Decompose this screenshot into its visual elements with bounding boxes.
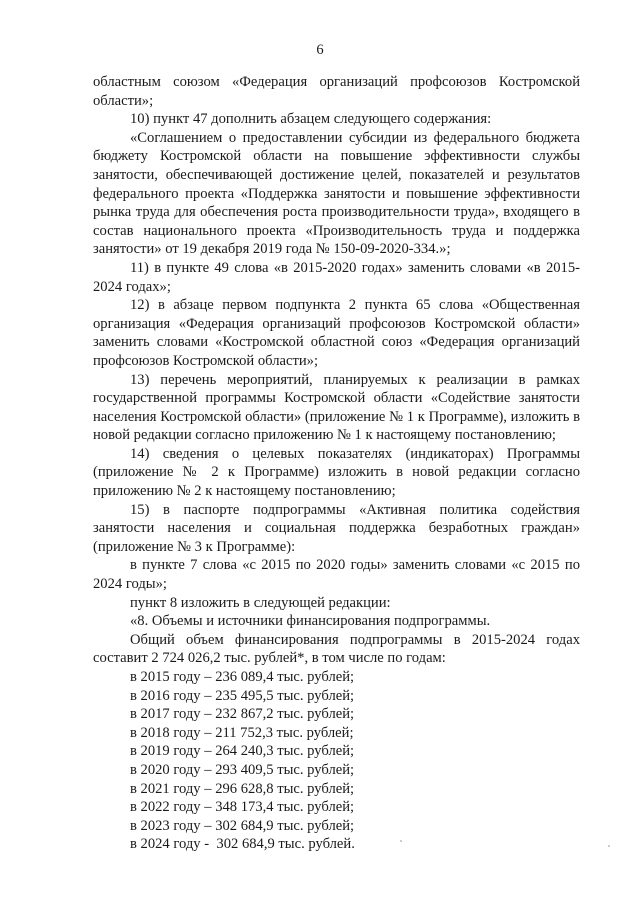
funding-year-line: в 2018 году – 211 752,3 тыс. рублей; bbox=[130, 724, 354, 741]
funding-year-line: в 2023 году – 302 684,9 тыс. рублей; bbox=[130, 817, 355, 834]
funding-year-line: в 2021 году – 296 628,8 тыс. рублей; bbox=[130, 780, 355, 797]
paragraph: 12) в абзаце первом подпункта 2 пункта 65 слова «Общественная организация «Федерация организаций профсоюзов Костромской области» заменить словами «Костромской областной союз «Федерация организаций профсоюзов Костромской области»; bbox=[93, 297, 580, 369]
funding-year-line: в 2019 году – 264 240,3 тыс. рублей; bbox=[130, 743, 355, 760]
paragraph: 14) сведения о целевых показателях (индикаторах) Программы (приложение № 2 к Программе) изложить в новой редакции согласно приложению № 2 к настоящему постановлению; bbox=[93, 445, 580, 500]
scan-speck bbox=[608, 845, 610, 847]
paragraph: «8. Объемы и источники финансирования подпрограммы. bbox=[130, 613, 491, 630]
paragraph: 11) в пункте 49 слова «в 2015-2020 годах» заменить словами «в 2015-2024 годах»; bbox=[93, 259, 580, 295]
funding-year-line: в 2016 году – 235 495,5 тыс. рублей; bbox=[130, 687, 355, 704]
paragraph: «Соглашением о предоставлении субсидии из федерального бюджета бюджету Костромской области на повышение эффективности службы занятости, обеспечивающей достижение целей, показателей и результатов федерального проекта «Поддержка занятости и повышение эффективности рынка труда для обеспечения роста производительности труда», входящего в состав национального проекта «Производительность труда и поддержка занятости» от 19 декабря 2019 года № 150-09-2020-334.»; bbox=[93, 129, 580, 258]
funding-year-line: в 2020 году – 293 409,5 тыс. рублей; bbox=[130, 761, 355, 778]
funding-year-line: в 2024 году - 302 684,9 тыс. рублей. bbox=[130, 836, 355, 853]
paragraph: в пункте 7 слова «с 2015 по 2020 годы» заменить словами «с 2015 по 2024 годы»; bbox=[93, 557, 580, 593]
paragraph: областным союзом «Федерация организаций профсоюзов Костромской области»; bbox=[93, 74, 580, 109]
funding-year-line: в 2015 году – 236 089,4 тыс. рублей; bbox=[130, 669, 355, 685]
scan-speck bbox=[400, 840, 402, 842]
paragraph: Общий объем финансирования подпрограммы в 2015-2024 годах составит 2 724 026,2 тыс. рублей*, в том числе по годам: bbox=[93, 631, 580, 667]
paragraph: 13) перечень мероприятий, планируемых к реализации в рамках государственной программы Костромской области «Содействие занятости населения Костромской области» (приложение № 1 к Программе), изложить в новой редакции согласно приложению № 1 к настоящему постановлению; bbox=[93, 371, 580, 444]
document-body bbox=[93, 73, 580, 854]
funding-by-year-list bbox=[93, 668, 580, 854]
paragraph: 15) в паспорте подпрограммы «Активная политика содействия занятости населения и социальная поддержка безработных граждан» (приложение № 3 к Программе): bbox=[93, 501, 580, 555]
page-number: 6 bbox=[316, 42, 324, 58]
funding-year-line: в 2017 году – 232 867,2 тыс. рублей; bbox=[130, 706, 355, 723]
paragraph: пункт 8 изложить в следующей редакции: bbox=[130, 594, 391, 611]
funding-year-line: в 2022 году – 348 173,4 тыс. рублей; bbox=[130, 799, 355, 816]
paragraph: 10) пункт 47 дополнить абзацем следующего содержания: bbox=[130, 111, 492, 128]
